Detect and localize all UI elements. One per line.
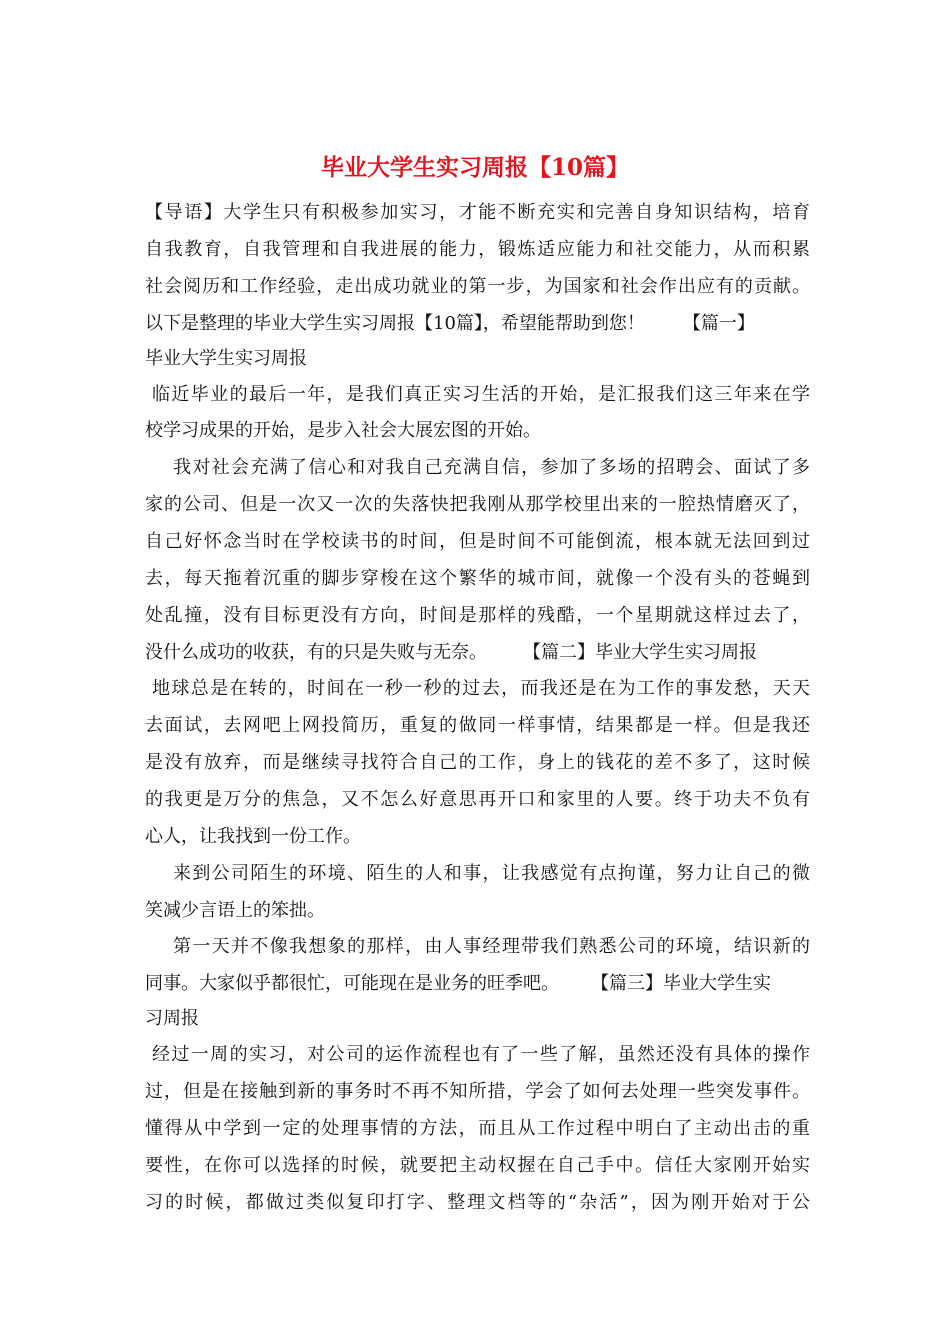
text-line: 自己好怀念当时在学校读书的时间，但是时间不可能倒流，根本就无法回到过 <box>145 531 810 552</box>
section-heading-inline: 【篇二】毕业大学生实习周报 <box>523 642 757 663</box>
text-line-group <box>145 638 810 668</box>
section-marker: 【篇一】 <box>682 313 755 334</box>
text-line: 处乱撞，没有目标更没有方向，时间是那样的残酷，一个星期就这样过去了， <box>145 605 810 626</box>
text-line: 要性，在你可以选择的时候，就要把主动权握在自己手中。信任大家刚开始实 <box>145 1155 810 1176</box>
section-heading: 毕业大学生实习周报 <box>145 348 307 369</box>
text-line: 去面试，去网吧上网投简历，重复的做同一样事情，结果都是一样。但是我还 <box>145 715 810 736</box>
document-title: 毕业大学生实习周报【10篇】 <box>320 154 629 181</box>
text-line: 经过一周的实习，对公司的运作流程也有了一些了解，虽然还没有具体的操作 <box>152 1044 810 1065</box>
text-line: 社会阅历和工作经验，走出成功就业的第一步，为国家和社会作出应有的贡献。 <box>145 276 810 297</box>
text-line: 习的时候，都做过类似复印打字、整理文档等的“杂活”，因为刚开始对于公 <box>145 1192 810 1213</box>
text-line: 地球总是在转的，时间在一秒一秒的过去，而我还是在为工作的事发愁，天天 <box>152 678 810 699</box>
text-line: 家的公司、但是一次又一次的失落快把我刚从那学校里出来的一腔热情磨灭了， <box>145 494 810 515</box>
text-line: 自我教育，自我管理和自我进展的能力，锻炼适应能力和社交能力，从而积累 <box>145 239 810 260</box>
text-line: 我对社会充满了信心和对我自己充满自信，参加了多场的招聘会、面试了多 <box>173 457 810 478</box>
text-line: 的我更是万分的焦急，又不怎么好意思再开口和家里的人要。终于功夫不负有 <box>145 789 810 810</box>
text-line: 过，但是在接触到新的事务时不再不知所措，学会了如何去处理一些突发事件。 <box>145 1081 810 1102</box>
text-line-group <box>145 969 810 999</box>
text-line: 【导语】大学生只有积极参加实习，才能不断充实和完善自身知识结构，培育 <box>145 202 810 223</box>
text-segment: 同事。大家似乎都很忙，可能现在是业务的旺季吧。 <box>145 973 559 994</box>
text-line-group <box>145 309 810 339</box>
text-line: 第一天并不像我想象的那样，由人事经理带我们熟悉公司的环境，结识新的 <box>173 936 810 957</box>
text-line: 是没有放弃，而是继续寻找符合自己的工作，身上的钱花的差不多了，这时候 <box>145 752 810 773</box>
text-line: 校学习成果的开始，是步入社会大展宏图的开始。 <box>145 420 541 441</box>
text-line: 懂得从中学到一定的处理事情的方法，而且从工作过程中明白了主动出击的重 <box>145 1118 810 1139</box>
text-segment: 没什么成功的收获，有的只是失败与无奈。 <box>145 642 487 663</box>
text-line: 去，每天拖着沉重的脚步穿梭在这个繁华的城市间，就像一个没有头的苍蝇到 <box>145 568 810 589</box>
text-line: 习周报 <box>145 1008 199 1029</box>
text-segment: 以下是整理的毕业大学生实习周报【10篇】，希望能帮助到您！ <box>145 313 645 334</box>
text-line: 临近毕业的最后一年，是我们真正实习生活的开始，是汇报我们这三年来在学 <box>152 384 810 405</box>
text-line: 心人，让我找到一份工作。 <box>145 826 361 847</box>
text-line: 笑减少言语上的笨拙。 <box>145 900 325 921</box>
text-line: 来到公司陌生的环境、陌生的人和事，让我感觉有点拘谨，努力让自己的微 <box>173 863 810 884</box>
section-heading-inline: 【篇三】毕业大学生实 <box>591 973 771 994</box>
